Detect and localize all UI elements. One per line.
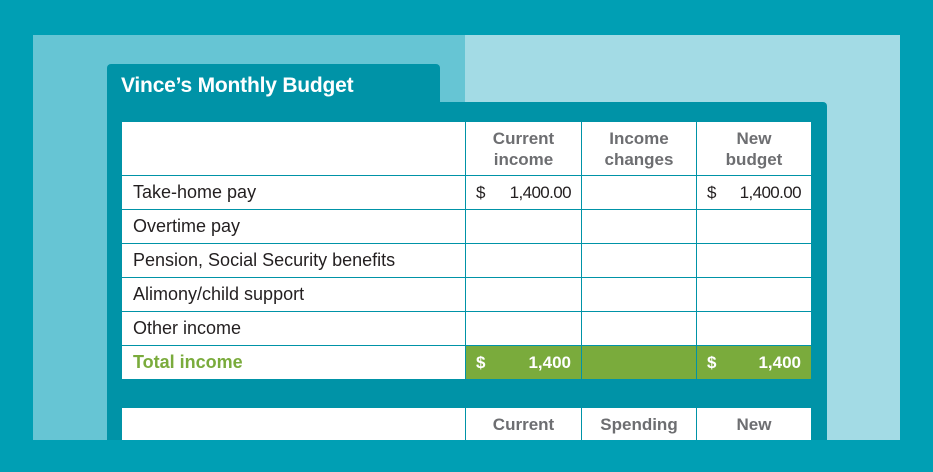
header-blank [122,122,466,176]
bottom-border [0,440,933,472]
header-current-income [466,122,582,176]
table-row [122,278,812,312]
new-budget-cell[interactable] [697,278,812,312]
dollar-sign: $ [707,352,717,372]
current-income-cell[interactable] [466,210,582,244]
new-budget-cell[interactable] [697,312,812,346]
header-income-changes [582,122,697,176]
page-title: Vince’s Monthly Budget [121,74,354,97]
total-income-changes-cell [582,346,697,380]
header-spending-changes: Spending [582,408,697,448]
header-new-budget [697,122,812,176]
new-budget-cell[interactable] [697,210,812,244]
row-label: Other income [122,312,466,346]
dollar-sign: $ [707,182,716,202]
table-row [122,244,812,278]
table-row [122,312,812,346]
dollar-sign: $ [476,352,486,372]
income-changes-cell[interactable] [582,312,697,346]
new-budget-cell[interactable] [697,244,812,278]
income-table [121,121,812,380]
income-changes-cell[interactable] [582,210,697,244]
row-label: Pension, Social Security benefits [122,244,466,278]
dollar-sign: $ [476,182,485,202]
header-new-spending: New [697,408,812,448]
total-new-budget-cell [697,346,812,380]
header-current-income-text: Current income [492,128,555,169]
table-row [122,210,812,244]
new-budget-cell[interactable] [697,176,812,210]
income-changes-cell[interactable] [582,176,697,210]
income-header-row [122,122,812,176]
total-income-row [122,346,812,380]
income-changes-cell[interactable] [582,278,697,312]
current-income-cell[interactable] [466,278,582,312]
income-changes-cell[interactable] [582,244,697,278]
row-label: Alimony/child support [122,278,466,312]
row-label: Overtime pay [122,210,466,244]
header-new-budget-text: New budget [725,128,783,169]
current-income-cell[interactable] [466,244,582,278]
total-current-income-value: 1,400 [528,352,571,372]
total-new-budget-value: 1,400 [758,352,801,372]
header-income-changes-text: Income changes [604,128,674,169]
row-label: Take-home pay [122,176,466,210]
current-income-cell[interactable] [466,312,582,346]
new-budget-value: 1,400.00 [739,182,801,202]
current-income-value: 1,400.00 [509,182,571,202]
header-current-spending: Current [466,408,582,448]
table-row [122,176,812,210]
current-income-cell[interactable] [466,176,582,210]
total-income-label: Total income [122,346,466,380]
total-current-income-cell [466,346,582,380]
